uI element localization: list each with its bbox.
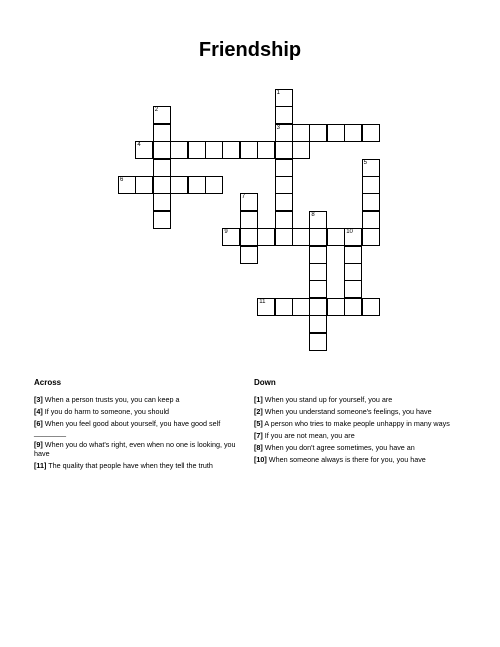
grid-cell[interactable] <box>257 141 275 159</box>
cell-number: 1 <box>276 90 280 96</box>
grid-cell[interactable] <box>292 228 310 246</box>
grid-cell[interactable] <box>362 124 380 142</box>
grid-cell[interactable] <box>205 176 223 194</box>
cell-number: 9 <box>224 229 228 236</box>
grid-cell[interactable] <box>309 333 327 351</box>
grid-cell[interactable] <box>188 141 206 159</box>
grid-cell[interactable] <box>362 228 380 246</box>
grid-cell[interactable] <box>222 228 240 246</box>
grid-cell[interactable] <box>240 246 258 264</box>
grid-cell[interactable] <box>275 298 293 316</box>
cell-number: 8 <box>311 211 315 218</box>
grid-cell[interactable] <box>222 141 240 159</box>
grid-cell[interactable] <box>292 141 310 159</box>
grid-cell[interactable] <box>327 124 345 142</box>
cell-number: 7 <box>241 194 246 201</box>
grid-cell[interactable] <box>309 246 327 264</box>
grid-cell[interactable] <box>309 280 327 298</box>
grid-cell[interactable] <box>135 176 153 194</box>
grid-cell[interactable] <box>309 124 327 142</box>
grid-cell[interactable] <box>344 246 362 264</box>
grid-cell[interactable] <box>362 193 380 211</box>
cell-number: 4 <box>137 142 141 149</box>
grid-cell[interactable] <box>240 228 258 246</box>
clue-down-1: [1] When you stand up for yourself, you are <box>254 395 393 404</box>
grid-cell[interactable] <box>153 193 171 211</box>
clue-down-8: [8] When you don't agree sometimes, you have an <box>254 443 415 452</box>
grid-cell[interactable] <box>344 124 362 142</box>
grid-cell[interactable] <box>275 124 293 142</box>
across-heading: Across <box>34 378 62 387</box>
grid-cell[interactable] <box>275 106 293 124</box>
grid-cell[interactable] <box>292 124 310 142</box>
clue-across-3: [3] When a person trusts you, you can keep a <box>34 395 180 404</box>
grid-cell[interactable] <box>170 141 188 159</box>
clue-down-2: [2] When you understand someone's feelings, you have <box>254 407 432 416</box>
grid-cell[interactable] <box>362 176 380 194</box>
clue-across-6: [6] When you feel good about yourself, you have good self ________ <box>34 419 221 437</box>
cell-number: 2 <box>154 107 159 114</box>
grid-cell[interactable] <box>275 211 293 229</box>
cell-number: 6 <box>120 177 124 183</box>
grid-cell[interactable] <box>153 159 171 177</box>
cell-number: 3 <box>276 124 280 131</box>
grid-cell[interactable] <box>170 176 188 194</box>
grid-cell[interactable] <box>275 176 293 194</box>
cell-number: 11 <box>259 298 266 305</box>
puzzle-title: Friendship <box>198 39 302 61</box>
grid-cell[interactable] <box>309 211 327 229</box>
grid-cell[interactable] <box>327 298 345 316</box>
cell-number: 10 <box>346 229 353 236</box>
grid-cell[interactable] <box>275 228 293 246</box>
grid-cell[interactable] <box>309 263 327 281</box>
grid-cell[interactable] <box>327 228 345 246</box>
grid-cell[interactable] <box>362 211 380 229</box>
down-clues <box>254 378 466 467</box>
grid-cell[interactable] <box>344 228 362 246</box>
grid-cell[interactable] <box>153 106 171 124</box>
grid-cell[interactable] <box>240 141 258 159</box>
grid-cell[interactable] <box>188 176 206 194</box>
cell-number: 5 <box>363 159 367 166</box>
grid-cell[interactable] <box>275 141 293 159</box>
grid-cell[interactable] <box>292 298 310 316</box>
grid-cell[interactable] <box>153 141 171 159</box>
grid-cell[interactable] <box>275 159 293 177</box>
clue-across-11: [11] The quality that people have when they tell the truth <box>34 461 213 470</box>
grid-cell[interactable] <box>362 159 380 177</box>
grid-cell[interactable] <box>118 176 136 194</box>
grid-cell[interactable] <box>257 228 275 246</box>
clue-across-4: [4] If you do harm to someone, you should <box>34 407 170 416</box>
grid-cell[interactable] <box>135 141 153 159</box>
clue-down-7: [7] If you are not mean, you are <box>254 431 355 440</box>
grid-cell[interactable] <box>153 211 171 229</box>
grid-cell[interactable] <box>275 89 293 107</box>
grid-cell[interactable] <box>344 280 362 298</box>
grid-cell[interactable] <box>344 263 362 281</box>
grid-cell[interactable] <box>309 298 327 316</box>
grid-cell[interactable] <box>205 141 223 159</box>
grid-cell[interactable] <box>309 315 327 333</box>
grid-cell[interactable] <box>309 228 327 246</box>
grid-cell[interactable] <box>153 176 171 194</box>
down-heading: Down <box>254 378 276 387</box>
grid-cell[interactable] <box>153 124 171 142</box>
clue-down-5: [5] A person who tries to make people unhappy in many ways <box>254 419 450 428</box>
grid-cell[interactable] <box>344 298 362 316</box>
grid-cell[interactable] <box>240 211 258 229</box>
across-clues <box>34 378 246 473</box>
grid-cell[interactable] <box>275 193 293 211</box>
grid-cell[interactable] <box>257 298 275 316</box>
grid-cell[interactable] <box>240 193 258 211</box>
clue-across-9: [9] When you do what's right, even when no one is looking, you have <box>34 440 236 458</box>
clue-down-10: [10] When someone always is there for you, you have <box>254 455 426 464</box>
grid-cell[interactable] <box>362 298 380 316</box>
